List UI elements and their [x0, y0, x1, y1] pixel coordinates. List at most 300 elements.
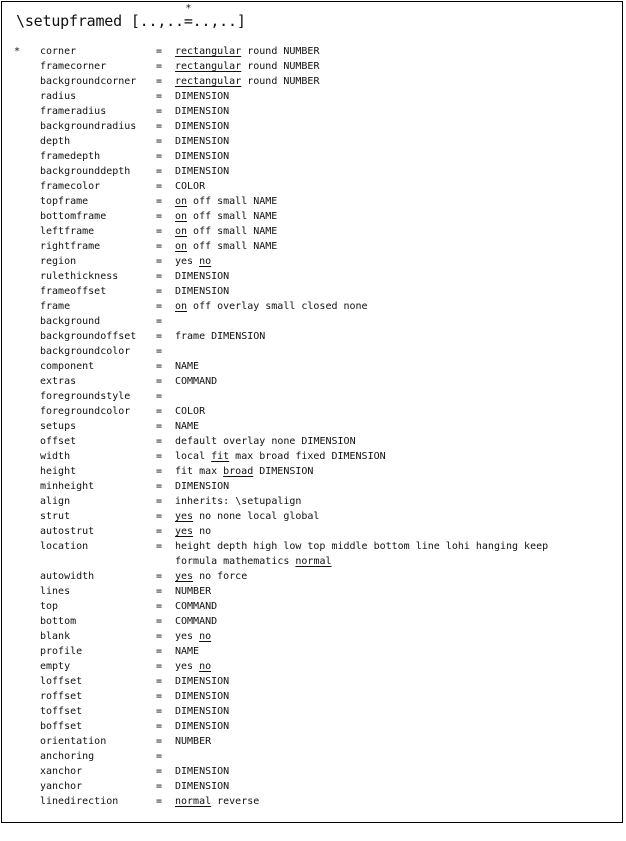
param-values — [175, 434, 356, 449]
param-key: framecorner — [40, 61, 107, 72]
param-key: frameoffset — [40, 286, 107, 297]
param-key: setups — [40, 421, 77, 432]
param-row-frameoffset — [2, 284, 622, 299]
param-separator: = — [156, 421, 163, 432]
param-values — [175, 404, 205, 419]
param-row-location — [2, 539, 622, 554]
param-key: height — [40, 466, 77, 477]
value-option: NAME — [253, 226, 278, 237]
value-option: local — [247, 511, 278, 522]
value-option: no — [199, 511, 212, 522]
value-option: DIMENSION — [175, 481, 230, 492]
value-option: yes — [175, 661, 194, 672]
param-values — [175, 299, 368, 314]
param-row-strut — [2, 509, 622, 524]
command-args-before: [..,.. — [130, 12, 184, 30]
value-option: NAME — [175, 361, 200, 372]
default-value: no — [199, 631, 212, 642]
param-values — [175, 209, 277, 224]
value-option: low — [283, 541, 302, 552]
param-separator: = — [156, 391, 163, 402]
param-row-backgroundcorner — [2, 74, 622, 89]
param-separator: = — [156, 616, 163, 627]
param-row-topframe — [2, 194, 622, 209]
value-option: COMMAND — [175, 616, 218, 627]
value-option: DIMENSION — [175, 766, 230, 777]
param-values — [175, 599, 217, 614]
param-values — [175, 224, 277, 239]
value-option: COMMAND — [175, 376, 218, 387]
param-values — [175, 479, 229, 494]
param-separator: = — [156, 541, 163, 552]
param-row-top — [2, 599, 622, 614]
param-row-empty — [2, 659, 622, 674]
value-option: inherits: \setupalign — [175, 496, 302, 507]
param-values — [175, 374, 217, 389]
value-option: fit — [175, 466, 194, 477]
value-option: round — [247, 76, 278, 87]
value-option: small — [217, 241, 248, 252]
param-separator: = — [156, 706, 163, 717]
param-values — [175, 44, 319, 59]
param-separator: = — [156, 346, 163, 357]
param-key: strut — [40, 511, 71, 522]
value-option: frame — [175, 331, 206, 342]
param-separator: = — [156, 46, 163, 57]
param-separator: = — [156, 631, 163, 642]
command-name: \setupframed — [16, 12, 122, 30]
param-separator: = — [156, 376, 163, 387]
value-option: DIMENSION — [331, 451, 386, 462]
param-separator: = — [156, 466, 163, 477]
param-row-linedirection — [2, 794, 622, 809]
default-value: on — [175, 301, 188, 312]
param-key: topframe — [40, 196, 89, 207]
value-option: high — [253, 541, 278, 552]
param-key: depth — [40, 136, 71, 147]
value-option: small — [217, 211, 248, 222]
param-values — [175, 104, 229, 119]
value-option: top — [307, 541, 326, 552]
param-separator: = — [156, 601, 163, 612]
param-key: anchoring — [40, 751, 95, 762]
default-value: no — [199, 256, 212, 267]
value-option: closed — [301, 301, 338, 312]
param-key: boffset — [40, 721, 83, 732]
default-value: rectangular — [175, 61, 242, 72]
param-separator: = — [156, 331, 163, 342]
param-separator: = — [156, 721, 163, 732]
param-key: framedepth — [40, 151, 101, 162]
param-key: lines — [40, 586, 71, 597]
param-separator: = — [156, 526, 163, 537]
param-values — [175, 689, 229, 704]
param-row-backgroundradius — [2, 119, 622, 134]
param-key: align — [40, 496, 71, 507]
value-option: DIMENSION — [175, 106, 230, 117]
param-row-rulethickness — [2, 269, 622, 284]
param-key: blank — [40, 631, 71, 642]
param-key: leftframe — [40, 226, 95, 237]
value-option: no — [199, 526, 212, 537]
param-row-framedepth — [2, 149, 622, 164]
value-option: depth — [217, 541, 248, 552]
param-row-setups — [2, 419, 622, 434]
command-args-after: ..,..] — [192, 12, 246, 30]
value-option: DIMENSION — [175, 676, 230, 687]
param-separator: = — [156, 91, 163, 102]
param-separator: = — [156, 151, 163, 162]
param-values — [175, 509, 319, 524]
param-separator: = — [156, 181, 163, 192]
value-option: none — [271, 436, 296, 447]
param-row-frameradius — [2, 104, 622, 119]
param-separator: = — [156, 241, 163, 252]
param-separator: = — [156, 661, 163, 672]
default-value: on — [175, 241, 188, 252]
param-row-continuation — [2, 554, 622, 569]
param-row-foregroundstyle — [2, 389, 622, 404]
value-option: middle — [331, 541, 368, 552]
param-key: width — [40, 451, 71, 462]
param-row-component — [2, 359, 622, 374]
param-separator: = — [156, 226, 163, 237]
value-option: small — [265, 301, 296, 312]
value-option: no — [199, 571, 212, 582]
param-values — [175, 674, 229, 689]
param-values — [175, 419, 199, 434]
param-row-boffset — [2, 719, 622, 734]
value-option: DIMENSION — [175, 781, 230, 792]
value-option: broad — [259, 451, 290, 462]
param-values — [175, 59, 319, 74]
value-option: DIMENSION — [175, 166, 230, 177]
param-separator: = — [156, 751, 163, 762]
param-key: backgroundcolor — [40, 346, 131, 357]
param-values — [175, 449, 386, 464]
value-option: round — [247, 61, 278, 72]
param-key: frame — [40, 301, 71, 312]
value-option: line — [415, 541, 440, 552]
value-option: NUMBER — [283, 61, 320, 72]
param-row-extras — [2, 374, 622, 389]
param-key: foregroundstyle — [40, 391, 131, 402]
param-values — [175, 119, 229, 134]
default-value: on — [175, 211, 188, 222]
param-key: corner — [40, 46, 77, 57]
param-values — [175, 239, 277, 254]
default-value: normal — [175, 796, 212, 807]
value-option: DIMENSION — [175, 271, 230, 282]
parameter-list — [2, 44, 622, 809]
param-separator: = — [156, 511, 163, 522]
value-option: off — [193, 211, 212, 222]
param-key: loffset — [40, 676, 83, 687]
param-separator: = — [156, 586, 163, 597]
param-values — [175, 719, 229, 734]
param-values — [175, 554, 332, 569]
param-row-profile — [2, 644, 622, 659]
param-row-region — [2, 254, 622, 269]
param-row-align — [2, 494, 622, 509]
param-values — [175, 764, 229, 779]
param-key: location — [40, 541, 89, 552]
param-separator: = — [156, 796, 163, 807]
command-title — [16, 3, 246, 30]
param-row-background — [2, 314, 622, 329]
param-values — [175, 524, 211, 539]
command-args-star: * — [185, 3, 192, 14]
param-separator: = — [156, 481, 163, 492]
param-row-autostrut — [2, 524, 622, 539]
value-option: COLOR — [175, 181, 206, 192]
param-row-leftframe — [2, 224, 622, 239]
param-key: foregroundcolor — [40, 406, 131, 417]
param-key: bottomframe — [40, 211, 107, 222]
value-option: DIMENSION — [259, 466, 314, 477]
value-option: hanging — [475, 541, 519, 552]
param-row-roffset — [2, 689, 622, 704]
param-values — [175, 569, 247, 584]
default-value: on — [175, 226, 188, 237]
value-option: DIMENSION — [211, 331, 266, 342]
value-option: DIMENSION — [175, 136, 230, 147]
param-key: bottom — [40, 616, 77, 627]
default-value: yes — [175, 571, 194, 582]
param-values — [175, 629, 211, 644]
param-row-toffset — [2, 704, 622, 719]
param-key: minheight — [40, 481, 95, 492]
value-option: NUMBER — [283, 76, 320, 87]
param-values — [175, 74, 319, 89]
param-values — [175, 329, 265, 344]
value-option: yes — [175, 631, 194, 642]
default-value: yes — [175, 511, 194, 522]
param-key: backgrounddepth — [40, 166, 131, 177]
param-key: linedirection — [40, 796, 119, 807]
param-separator: = — [156, 211, 163, 222]
param-row-xanchor — [2, 764, 622, 779]
param-separator: = — [156, 61, 163, 72]
param-row-loffset — [2, 674, 622, 689]
param-separator: = — [156, 76, 163, 87]
param-row-yanchor — [2, 779, 622, 794]
param-separator: = — [156, 766, 163, 777]
param-separator: = — [156, 451, 163, 462]
param-values — [175, 284, 229, 299]
value-option: NUMBER — [283, 46, 320, 57]
param-separator: = — [156, 646, 163, 657]
value-option: fixed — [295, 451, 326, 462]
value-option: DIMENSION — [175, 286, 230, 297]
value-option: NAME — [175, 646, 200, 657]
param-key: rulethickness — [40, 271, 119, 282]
default-value: rectangular — [175, 76, 242, 87]
value-option: overlay — [223, 436, 266, 447]
value-option: NAME — [175, 421, 200, 432]
param-key: rightframe — [40, 241, 101, 252]
value-option: NAME — [253, 211, 278, 222]
value-option: yes — [175, 256, 194, 267]
param-row-radius — [2, 89, 622, 104]
param-values — [175, 704, 229, 719]
param-key: empty — [40, 661, 71, 672]
param-values — [175, 734, 211, 749]
value-option: NAME — [253, 196, 278, 207]
param-key: xanchor — [40, 766, 83, 777]
param-separator: = — [156, 166, 163, 177]
param-values — [175, 269, 229, 284]
param-key: frameradius — [40, 106, 107, 117]
value-option: height — [175, 541, 212, 552]
param-row-minheight — [2, 479, 622, 494]
param-separator: = — [156, 361, 163, 372]
param-separator: = — [156, 436, 163, 447]
param-separator: = — [156, 271, 163, 282]
default-value: on — [175, 196, 188, 207]
param-key: background — [40, 316, 101, 327]
param-values — [175, 359, 199, 374]
value-option: lohi — [445, 541, 470, 552]
value-option: overlay — [217, 301, 260, 312]
value-option: COMMAND — [175, 601, 218, 612]
command-args-eq: * = — [183, 3, 193, 30]
param-separator: = — [156, 196, 163, 207]
value-option: off — [193, 226, 212, 237]
param-separator: = — [156, 736, 163, 747]
param-row-bottomframe — [2, 209, 622, 224]
param-values — [175, 164, 229, 179]
param-separator: = — [156, 136, 163, 147]
param-key: backgroundcorner — [40, 76, 137, 87]
param-values — [175, 464, 313, 479]
setup-frame — [1, 1, 623, 823]
param-separator: = — [156, 691, 163, 702]
param-row-framecorner — [2, 59, 622, 74]
param-row-backgroundcolor — [2, 344, 622, 359]
default-value: rectangular — [175, 46, 242, 57]
param-separator: = — [156, 781, 163, 792]
value-option: DIMENSION — [175, 151, 230, 162]
param-key: autostrut — [40, 526, 95, 537]
param-values — [175, 89, 229, 104]
param-key: profile — [40, 646, 83, 657]
value-option: COLOR — [175, 406, 206, 417]
param-row-autowidth — [2, 569, 622, 584]
param-row-corner — [2, 44, 622, 59]
param-values — [175, 614, 217, 629]
param-separator: = — [156, 676, 163, 687]
value-option: small — [217, 226, 248, 237]
param-key: region — [40, 256, 77, 267]
value-option: bottom — [373, 541, 410, 552]
param-key: offset — [40, 436, 77, 447]
param-key: yanchor — [40, 781, 83, 792]
value-option: DIMENSION — [175, 91, 230, 102]
param-row-frame — [2, 299, 622, 314]
default-value: broad — [223, 466, 254, 477]
value-option: NUMBER — [175, 736, 212, 747]
param-row-width — [2, 449, 622, 464]
value-option: NUMBER — [175, 586, 212, 597]
param-separator: = — [156, 316, 163, 327]
param-values — [175, 659, 211, 674]
value-option: DIMENSION — [175, 706, 230, 717]
param-row-rightframe — [2, 239, 622, 254]
value-option: global — [283, 511, 320, 522]
value-option: formula — [175, 556, 218, 567]
param-separator: = — [156, 571, 163, 582]
value-option: max — [235, 451, 254, 462]
value-option: round — [247, 46, 278, 57]
param-key: framecolor — [40, 181, 101, 192]
param-values — [175, 539, 548, 554]
param-key: toffset — [40, 706, 83, 717]
param-row-backgroundoffset — [2, 329, 622, 344]
param-row-height — [2, 464, 622, 479]
param-separator: = — [156, 256, 163, 267]
param-key: top — [40, 601, 59, 612]
param-key: backgroundradius — [40, 121, 137, 132]
required-marker: * — [14, 46, 21, 57]
value-option: off — [193, 301, 212, 312]
value-option: default — [175, 436, 218, 447]
param-values — [175, 149, 229, 164]
value-option: mathematics — [223, 556, 290, 567]
param-key: radius — [40, 91, 77, 102]
value-option: none — [217, 511, 242, 522]
param-separator: = — [156, 406, 163, 417]
value-option: off — [193, 241, 212, 252]
param-key: backgroundoffset — [40, 331, 137, 342]
param-row-lines — [2, 584, 622, 599]
param-row-foregroundcolor — [2, 404, 622, 419]
param-values — [175, 584, 211, 599]
param-row-offset — [2, 434, 622, 449]
param-values — [175, 194, 277, 209]
value-option: small — [217, 196, 248, 207]
param-values — [175, 134, 229, 149]
param-values — [175, 779, 229, 794]
param-row-blank — [2, 629, 622, 644]
param-key: extras — [40, 376, 77, 387]
value-option: none — [343, 301, 368, 312]
param-separator: = — [156, 301, 163, 312]
param-key: roffset — [40, 691, 83, 702]
default-value: normal — [295, 556, 332, 567]
default-value: no — [199, 661, 212, 672]
param-key: autowidth — [40, 571, 95, 582]
value-option: reverse — [217, 796, 260, 807]
value-option: DIMENSION — [175, 691, 230, 702]
param-key: orientation — [40, 736, 107, 747]
param-key: component — [40, 361, 95, 372]
param-row-orientation — [2, 734, 622, 749]
param-row-depth — [2, 134, 622, 149]
param-separator: = — [156, 121, 163, 132]
param-values — [175, 494, 301, 509]
value-option: force — [217, 571, 248, 582]
value-option: off — [193, 196, 212, 207]
default-value: yes — [175, 526, 194, 537]
value-option: keep — [524, 541, 549, 552]
value-option: DIMENSION — [301, 436, 356, 447]
param-row-backgrounddepth — [2, 164, 622, 179]
value-option: max — [199, 466, 218, 477]
param-row-anchoring — [2, 749, 622, 764]
default-value: fit — [211, 451, 230, 462]
value-option: local — [175, 451, 206, 462]
